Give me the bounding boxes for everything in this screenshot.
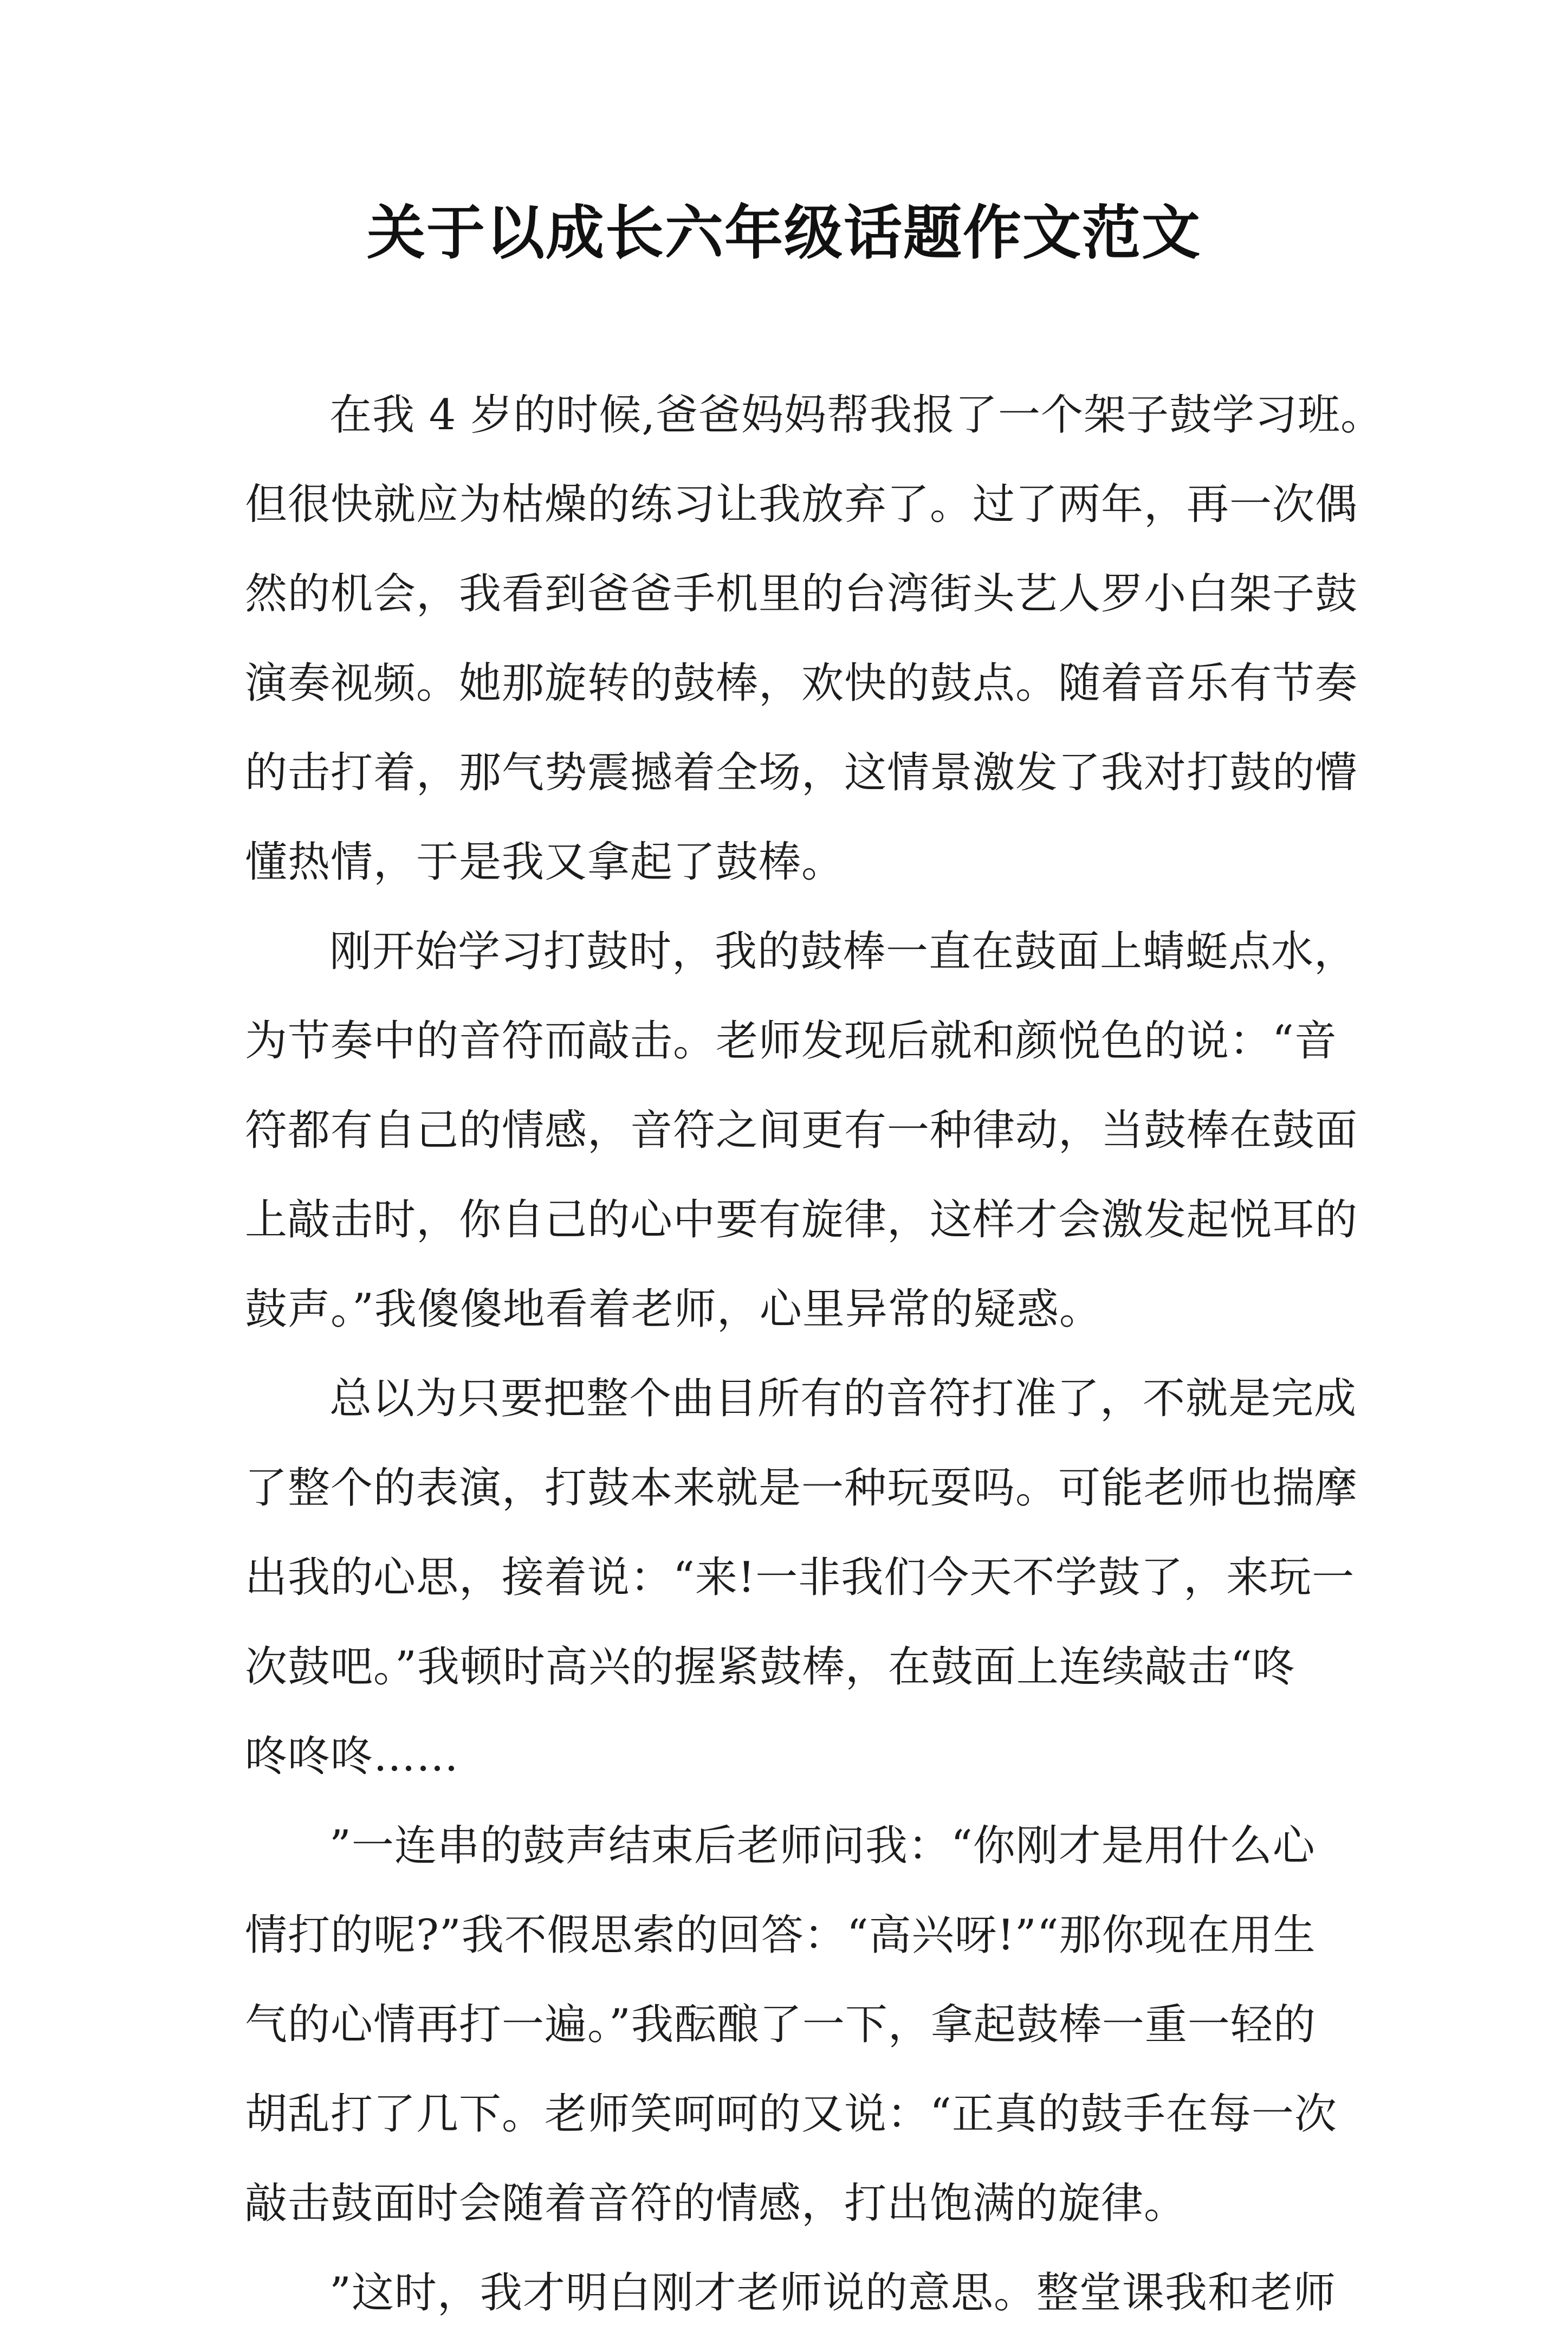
paragraph-line: ”一连串的鼓声结束后老师问我：“你刚才是用什么心 [329,1822,1316,1870]
paragraph-line: 但很快就应为枯燥的练习让我放弃了。过了两年，再一次偶 [245,480,1358,529]
paragraph-line: 演奏视频。她那旋转的鼓棒，欢快的鼓点。随着音乐有节奏 [245,659,1358,708]
document-body [245,371,1384,2338]
paragraph-line: 气的心情再打一遍。”我酝酿了一下，拿起鼓棒一重一轻的 [245,2000,1316,2049]
paragraph-line: 情打的呢?”我不假思索的回答：“高兴呀!”“那你现在用生 [245,1911,1316,1960]
paragraph-line: 咚咚咚…… [245,1732,459,1781]
paragraph-line: ”这时，我才明白刚才老师说的意思。整堂课我和老师 [329,2269,1336,2317]
paragraph-line: 为节奏中的音符而敲击。老师发现后就和颜悦色的说：“音 [245,1017,1337,1065]
paragraph-line: 出我的心思，接着说：“来!一非我们今天不学鼓了，来玩一 [245,1553,1355,1602]
paragraph-line: 懂热情，于是我又拿起了鼓棒。 [245,838,845,887]
paragraph-line: 然的机会，我看到爸爸手机里的台湾街头艺人罗小白架子鼓 [245,570,1358,618]
paragraph-line: 符都有自己的情感，音符之间更有一种律动，当鼓棒在鼓面 [245,1106,1358,1155]
paragraph-line: 刚开始学习打鼓时，我的鼓棒一直在鼓面上蜻蜓点水， [329,927,1357,976]
paragraph-line: 敲击鼓面时会随着音符的情感，打出饱满的旋律。 [245,2179,1187,2228]
paragraph-line: 鼓声。”我傻傻地看着老师，心里异常的疑惑。 [245,1285,1102,1334]
paragraph-line: 总以为只要把整个曲目所有的音符打准了，不就是完成 [329,1374,1357,1423]
document-title: 关于以成长六年级话题作文范文 [366,199,1201,267]
paragraph-line: 的击打着，那气势震撼着全场，这情景激发了我对打鼓的懵 [245,748,1358,797]
paragraph-line: 次鼓吧。”我顿时高兴的握紧鼓棒，在鼓面上连续敲击“咚 [245,1643,1295,1691]
paragraph-line: 上敲击时，你自己的心中要有旋律，这样才会激发起悦耳的 [245,1196,1358,1244]
paragraph-line: 在我 4 岁的时候,爸爸妈妈帮我报了一个架子鼓学习班。 [329,391,1384,440]
paragraph-line: 了整个的表演，打鼓本来就是一种玩耍吗。可能老师也揣摩 [245,1464,1358,1513]
paragraph-line: 胡乱打了几下。老师笑呵呵的又说：“正真的鼓手在每一次 [245,2090,1337,2139]
